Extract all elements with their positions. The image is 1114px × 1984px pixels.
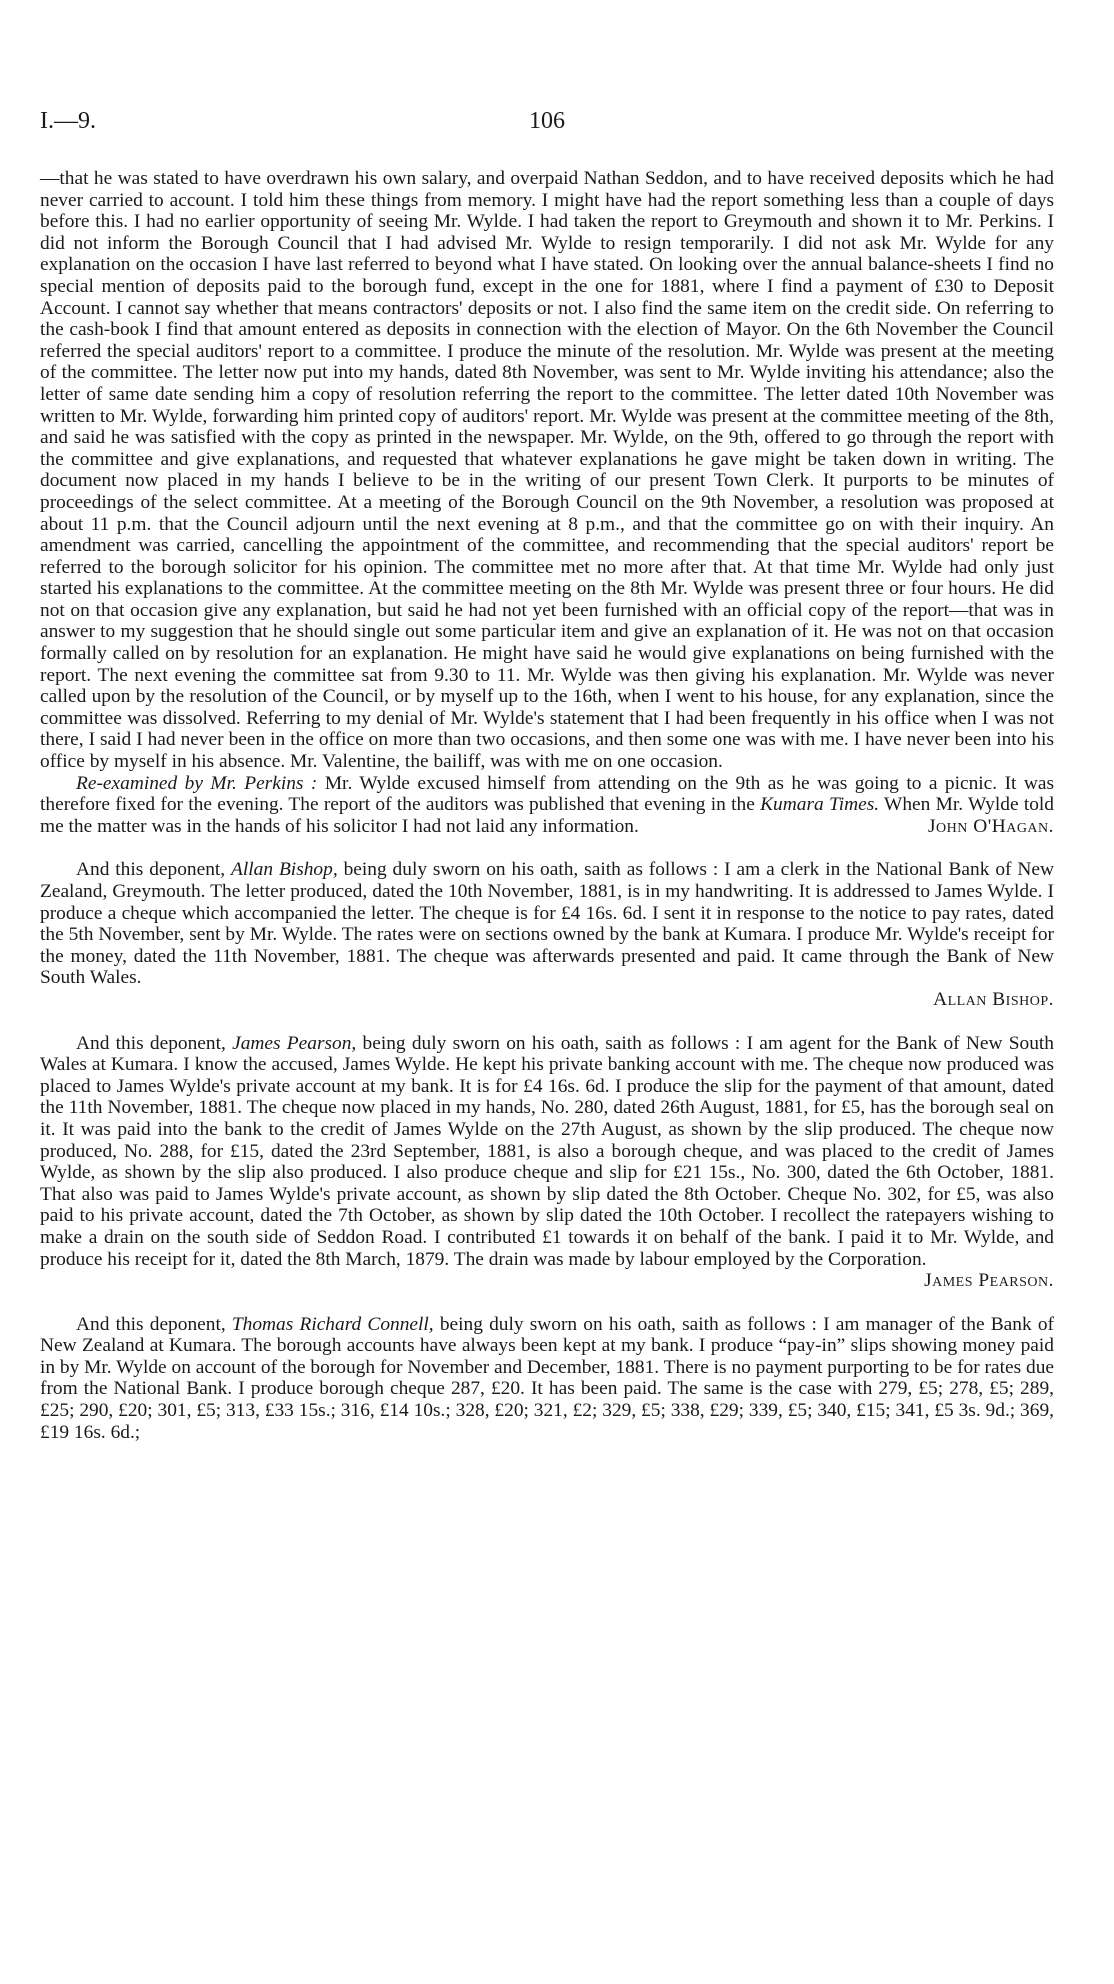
signature-pearson: James Pearson. (924, 1270, 1054, 1292)
paragraph-re-examined (40, 773, 1054, 838)
paragraph-bishop-deposition (40, 859, 1054, 989)
signature-ohagan: John O'Hagan. (927, 815, 1054, 837)
spacer (40, 1011, 1054, 1033)
document-reference: I.—9. (40, 108, 96, 134)
signature-bishop: Allan Bishop. (933, 988, 1054, 1010)
paragraph-ohagan-testimony (40, 168, 1054, 773)
paragraph-text: —that he was stated to have overdrawn his own salary, and overpaid Nathan Seddon, and to have received deposits which he had never carried to account. I told him these things from memory. I might have had the report something less than a couple of days before this. I had no earlier opportunity of seeing Mr. Wylde. I had taken the report to Greymouth and shown it to Mr. Perkins. I did not inform the Borough Council that I had advised Mr. Wylde to resign temporarily. I did not ask Mr. Wylde for any explanation on the occasion I have last referred to beyond what I have stated. On looking over the annual balance-sheets I find no special mention of deposits paid to the borough fund, except in the one for 1881, where I find a payment of £30 to Deposit Account. I cannot say whether that means contractors' deposits or not. I also find the same item on the credit side. On referring to the cash-book I find that amount entered as deposits in connection with the election of Mayor. On the 6th November the Council referred the special auditors' report to a committee. I produce the minute of the resolution. Mr. Wylde was present at the meeting of the committee. The letter now put into my hands, dated 8th November, was sent to Mr. Wylde inviting his attendance; also the letter of same date sending him a copy of resolution referring the report to the committee. The letter dated 10th November was written to Mr. Wylde, forwarding him printed copy of auditors' report. Mr. Wylde was present at the committee meeting of the 8th, and said he was satisfied with the copy as printed in the newspaper. Mr. Wylde, on the 9th, offered to go through the report with the committee and give explanations, and requested that whatever explanations he gave might be taken down in writing. The document now placed in my hands I believe to be in the writing of our present Town Clerk. It purports to be minutes of proceedings of the select committee. At a meeting of the Borough Council on the 9th November, a resolution was proposed at about 11 p.m. that the Council adjourn until the next evening at 8 p.m., and that the committee go on with their inquiry. An amendment was carried, cancelling the appointment of the committee, and recommending that the special auditors' report be referred to the borough solicitor for his opinion. The committee met no more after that. At that time Mr. Wylde had only just started his explanations to the committee. At the committee meeting on the 8th Mr. Wylde was present three or four hours. He did not on that occasion give any explanation, but said he had not yet been furnished with an official copy of the report—that was in answer to my suggestion that he should single out some particular item and give an explanation of it. He was not on that occasion formally called on by resolution for an explanation. He might have said he would give explanations on being furnished with the report. The next evening the committee sat from 9.30 to 11. Mr. Wylde was then giving his explanation. Mr. Wylde was never called upon by the resolution of the Council, or by myself up to the 16th, when I went to his house, for any explanation, since the committee was dissolved. Referring to my denial of Mr. Wylde's statement that I had been frequently in his office when I was not there, I said I had never been in the office on more than two occasions, and then some one was with me. I have never been into his office by myself in his absence. Mr. Valentine, the bailiff, was with me on one occasion. (40, 168, 1054, 773)
paragraph-text: being duly sworn on his oath, saith as follows : I am agent for the Bank of New South Wales at Kumara. I know the accused, James Wylde. He kept his private banking account with me. The cheque now produced was placed to James Wylde's private account at my bank. It is for £4 16s. 6d. I produce the slip for the payment of that amount, dated the 11th November, 1881. The cheque now placed in my hands, No. 280, dated 26th August, 1881, for £5, has the borough seal on it. It was paid into the bank to the credit of James Wylde on the 27th August, as shown by the slip produced. The cheque now produced, No. 288, for £15, dated the 23rd September, 1881, is also a borough cheque, and was placed to the credit of James Wylde, as shown by the slip also produced. I also produce cheque and slip for £21 15s., No. 300, dated the 6th October, 1881. That also was paid to James Wylde's private account, as shown by slip dated the 8th October. Cheque No. 302, for £5, was also paid to his private account, dated the 7th October, as shown by slip dated the 10th October. I recollect the ratepayers wishing to make a drain on the south side of Seddon Road. I contributed £1 towards it on behalf of the bank. I paid it to Mr. Wylde, and produce his receipt for it, dated the 8th March, 1879. The drain was made by labour employed by the Corporation. (40, 1032, 1054, 1270)
document-body (40, 168, 1054, 1443)
paragraph-text: Mr. Wylde excused himself from attending on the 9th as he was going to a picnic. It was therefore fixed for the evening. The report of the auditors was published that evening in the (40, 772, 1055, 816)
paragraph-text: being duly sworn on his oath, saith as follows : I am manager of the Bank of New Zealand at Kumara. The borough accounts have always been kept at my bank. I produce “pay-in” slips showing money paid in by Mr. Wylde on account of the borough for November and December, 1881. There is no payment purporting to be for rates due from the National Bank. I produce borough cheque 287, £20. It has been paid. The same is the case with 279, £5; 278, £5; 289, £25; 290, £20; 301, £5; 313, £33 15s.; 316, £14 10s.; 328, £20; 321, £2; 329, £5; 338, £29; 339, £5; 340, £15; 341, £5 3s. 9d.; 369, £19 16s. 6d.; (40, 1313, 1054, 1443)
paragraph-text: And this deponent, (76, 1313, 232, 1335)
paragraph-text: And this deponent, (76, 859, 232, 881)
re-examined-lead: Re-examined by Mr. Perkins : (76, 772, 318, 794)
paragraph-text: And this deponent, (76, 1032, 233, 1054)
paragraph-connell-deposition (40, 1314, 1054, 1444)
deponent-name: Thomas Richard Connell, (231, 1313, 434, 1335)
spacer (40, 1292, 1054, 1314)
page-header (40, 108, 1054, 140)
paragraph-pearson-deposition (40, 1033, 1054, 1271)
spacer (40, 837, 1054, 859)
deponent-name: Allan Bishop, (231, 859, 338, 881)
deponent-name: James Pearson, (232, 1032, 357, 1054)
newspaper-name: Kumara Times. (760, 794, 880, 816)
page-number: 106 (529, 108, 565, 134)
paragraph-text: being duly sworn on his oath, saith as follows : I am a clerk in the National Bank of New Zealand, Greymouth. The letter produced, dated the 10th November, 1881, is in my handwriting. It is addressed to James Wylde. I produce a cheque which accompanied the letter. The cheque is for £4 16s. 6d. I sent it in response to the notice to pay rates, dated the 5th November, sent by Mr. Wylde. The rates were on sections owned by the bank at Kumara. I produce Mr. Wylde's receipt for the money, dated the 11th November, 1881. The cheque was afterwards presented and paid. It came through the Bank of New South Wales. (40, 859, 1054, 989)
paragraph-text: When Mr. Wylde told me the matter was in the hands of his solicitor I had not laid any information. (40, 794, 1054, 837)
